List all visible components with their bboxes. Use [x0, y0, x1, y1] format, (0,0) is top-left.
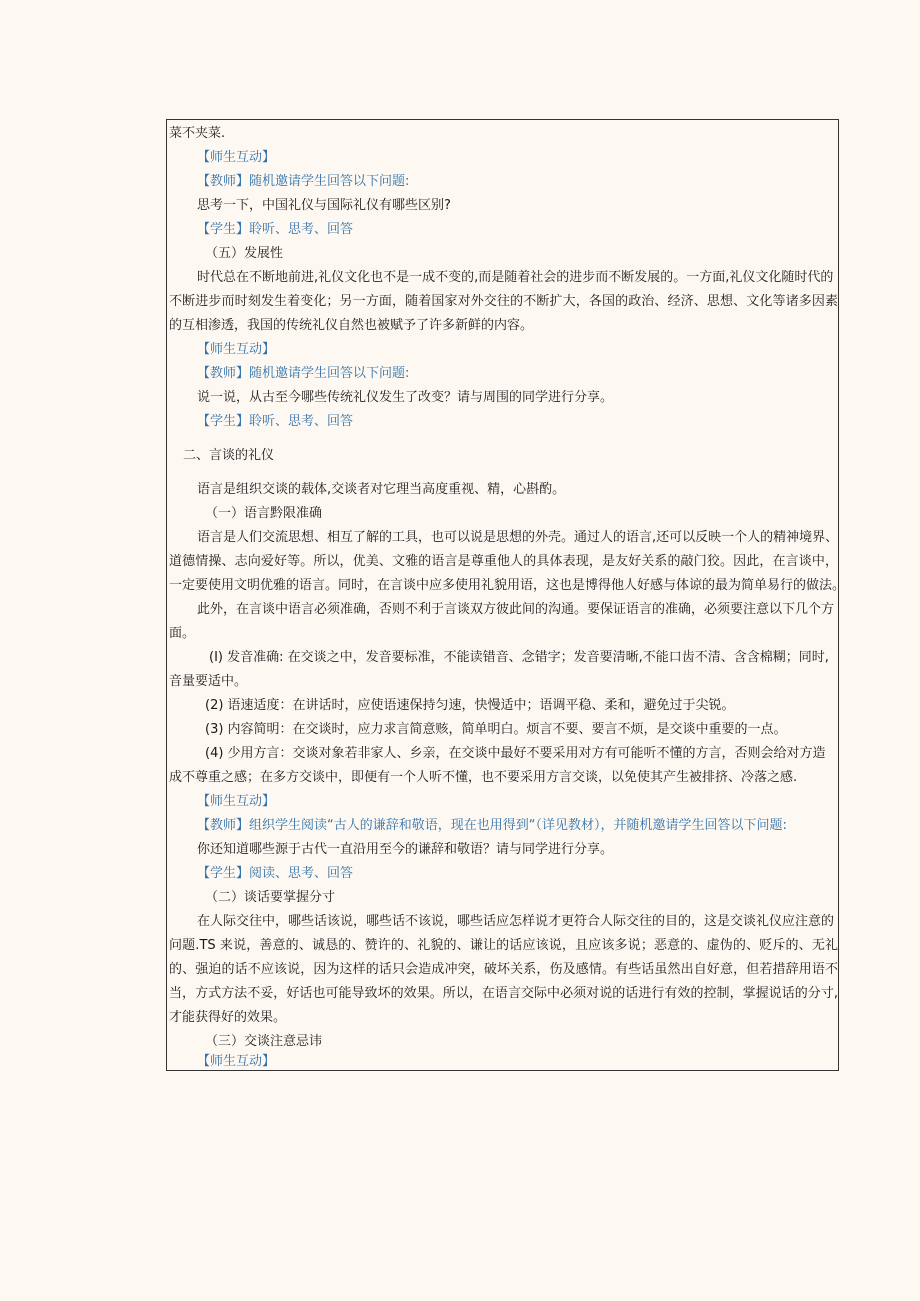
section-heading: （五）发展性 [205, 246, 284, 261]
interaction-heading: 【师生互动】 [197, 150, 276, 165]
interaction-heading: 【师生互动】 [197, 1054, 276, 1069]
list-item: (3) 内容简明：在交谈时，应力求言简意赅，简单明白。烦言不要、要言不烦，是交谈中重要的一点。 [205, 722, 787, 737]
section-heading: （一）语言黔限准确 [205, 506, 323, 521]
teacher-prompt: 【教师】随机邀请学生回答以下问题: [197, 174, 410, 189]
text-line: 菜不夹菜. [169, 126, 226, 141]
teacher-prompt: 【教师】随机邀请学生回答以下问题: [197, 366, 410, 381]
section-heading: （三）交谈注意忌讳 [205, 1034, 323, 1049]
paragraph-line: 语言是组织交谈的载体,交谈者对它理当高度重视、精，心斟酌。 [197, 482, 566, 497]
list-item-continued: 成不尊重之感；在多方交谈中，即便有一个人听不懂，也不要采用方言交谈，以免使其产生被排挤、冷落之感. [169, 770, 798, 785]
paragraph-line: 时代总在不断地前进,礼仪文化也不是一成不变的,而是随着社会的进步而不断发展的。一方面,礼仪文化随时代的 [197, 270, 834, 285]
question-text: 思考一下，中国礼仪与国际礼仪有哪些区别? [197, 198, 451, 213]
paragraph-line: 的、强迫的话不应该说，因为这样的话只会造成冲突，破坏关系，伤及感情。有些话虽然出自好意，但若措辞用语不 [169, 962, 838, 977]
list-item: (I) 发音准确: 在交谈之中，发音要标准，不能读错音、念错字；发音要清晰,不能口齿不清、含含棉糊；同时, [209, 650, 829, 665]
document-frame [166, 119, 846, 1071]
list-item: (4) 少用方言：交谈对象若非家人、乡亲，在交谈中最好不要采用对方有可能听不懂的方言，否则会给对方造 [205, 746, 826, 761]
list-item-continued: 音量要适中。 [169, 674, 248, 689]
list-item: (2) 语速适度：在讲话时，应使语速保持匀速，快慢适中；语调平稳、柔和，避免过于尖锐。 [205, 698, 735, 713]
paragraph-line: 此外，在言谈中语言必须准确，否则不利于言谈双方彼此间的沟通。要保证语言的准确，必须要注意以下几个方 [197, 602, 835, 617]
interaction-heading: 【师生互动】 [197, 794, 276, 809]
section-heading: （二）谈话要掌握分寸 [205, 890, 336, 905]
paragraph-line: 在人际交往中，哪些话该说，哪些话不该说，哪些话应怎样说才更符合人际交往的目的，这是交谈礼仪应注意的 [197, 914, 835, 929]
paragraph-line: 不断进步而时刻发生着变化；另一方面，随着国家对外交往的不断扩大，各国的政治、经济、思想、文化等诸多因素 [169, 294, 838, 309]
paragraph-line: 的互相渗透，我国的传统礼仪自然也被赋予了许多新鲜的内容。 [169, 318, 534, 333]
paragraph-line: 道德情操、志向爱好等。所以，优美、文雅的语言是尊重他人的具体表现，是友好关系的敲门狡。因此，在言谈中， [169, 554, 838, 569]
paragraph-line: 才能获得好的效果。 [169, 1010, 287, 1025]
paragraph-line: 当，方式方法不妥，好话也可能导致坏的效果。所以，在语言交际中必须对说的话进行有效的控制，掌握说话的分寸, [169, 986, 838, 1001]
chapter-heading: 二、言谈的礼仪 [183, 448, 275, 463]
teacher-prompt: 【教师】组织学生阅读“古人的谦辞和敬语，现在也用得到“（详见教材），并随机邀请学生回答以下问题: [197, 818, 787, 833]
student-response: 【学生】聆听、思考、回答 [197, 222, 354, 237]
student-response: 【学生】聆听、思考、回答 [197, 414, 354, 429]
question-text: 说一说，从古至今哪些传统礼仪发生了改变？请与周围的同学进行分享。 [197, 390, 614, 405]
question-text: 你还知道哪些源于古代一直沿用至今的谦辞和敬语？请与同学进行分享。 [197, 842, 614, 857]
interaction-heading: 【师生互动】 [197, 342, 276, 357]
paragraph-line: 问题.TS 来说，善意的、诚恳的、赞许的、礼貌的、谦让的话应该说，且应该多说；恶意的、虚伪的、贬斥的、无礼 [169, 938, 838, 953]
paragraph-line: 一定要使用文明优雅的语言。同时，在言谈中应多使用礼貌用语，这也是博得他人好感与体谅的最为简单易行的做法。 [169, 578, 846, 593]
paragraph-line: 语言是人们交流思想、相互了解的工具，也可以说是思想的外壳。通过人的语言,还可以反映一个人的精神境界、 [197, 530, 839, 545]
paragraph-line: 面。 [169, 626, 196, 641]
student-response: 【学生】阅读、思考、回答 [197, 866, 354, 881]
